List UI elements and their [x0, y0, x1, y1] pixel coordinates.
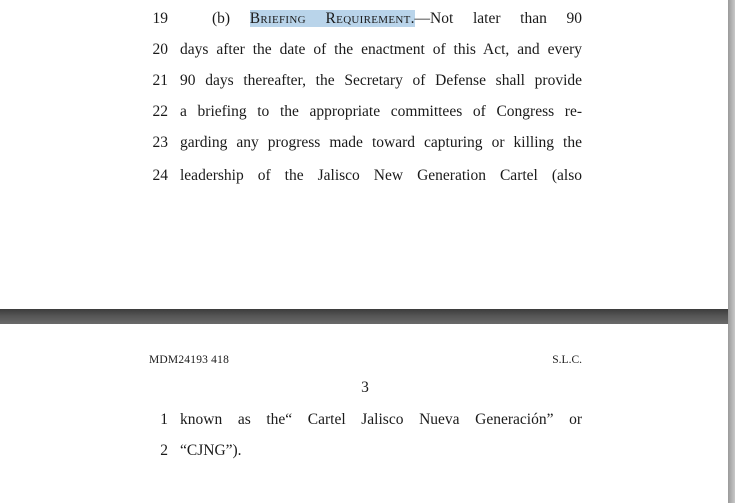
line-number: 23 — [152, 134, 168, 151]
window-edge — [728, 0, 735, 503]
paragraph-line[interactable]: leadership of the Jalisco New Generation Cartel (also — [180, 167, 582, 184]
line-text: —Not later than 90 — [414, 10, 582, 27]
line-number: 2 — [160, 442, 168, 459]
line-number: 1 — [160, 411, 168, 428]
line-number: 20 — [152, 41, 168, 58]
line-number: 24 — [152, 167, 168, 184]
line-number: 22 — [152, 103, 168, 120]
paragraph-line[interactable]: known as the“ Cartel Jalisco Nueva Generación” or — [180, 411, 582, 428]
page-break-gap — [0, 309, 728, 324]
paragraph-line[interactable]: 90 days thereafter, the Secretary of Defense shall provide — [180, 72, 582, 89]
paragraph-line[interactable]: “CJNG”). — [180, 442, 242, 459]
highlighted-heading[interactable]: Briefing Requirement. — [249, 10, 415, 27]
line-number: 21 — [152, 72, 168, 89]
slc-header: S.L.C. — [552, 354, 582, 366]
paragraph-line[interactable]: garding any progress made toward capturing or killing the — [180, 134, 582, 151]
document-page-lower — [0, 324, 728, 503]
line-number: 19 — [152, 10, 168, 27]
paragraph-line[interactable]: a briefing to the appropriate committees of Congress re- — [180, 103, 582, 120]
page-number: 3 — [361, 379, 369, 396]
subsection-label: (b) — [212, 10, 250, 27]
paragraph-line[interactable] — [212, 7, 582, 31]
paragraph-line[interactable]: days after the date of the enactment of this Act, and every — [180, 41, 582, 58]
document-id-header: MDM24193 418 — [149, 354, 230, 366]
